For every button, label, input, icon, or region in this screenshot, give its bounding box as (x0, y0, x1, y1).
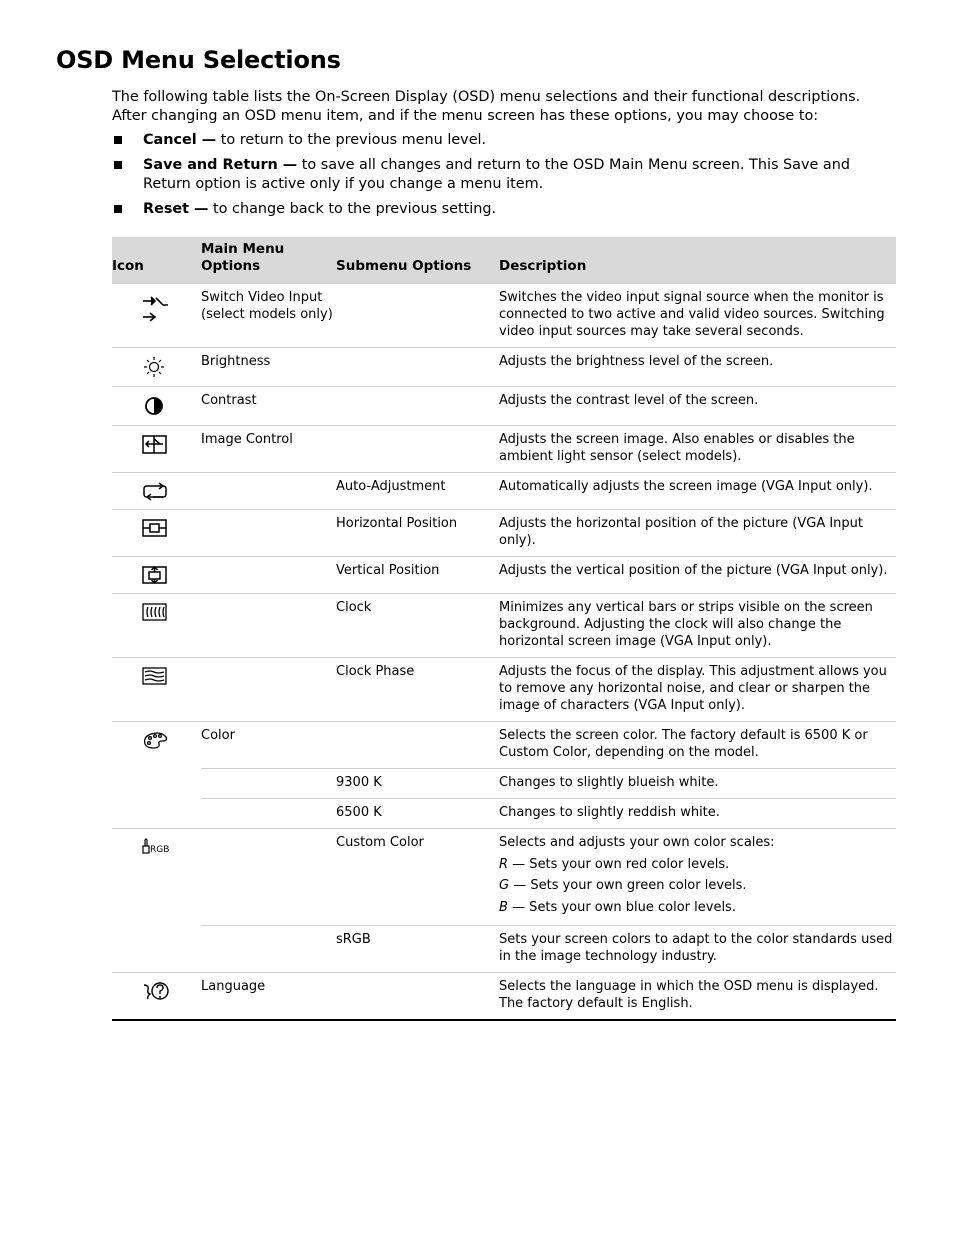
main-menu-cell (201, 829, 336, 926)
intro-paragraph: The following table lists the On-Screen Display (OSD) menu selections and their functional descriptions. After changing an OSD menu item, and if the menu screen has these options, you may choose to: (112, 89, 861, 124)
main-menu-cell: Switch Video Input (select models only) (201, 284, 336, 348)
header-description: Description (499, 237, 896, 284)
description-cell: Adjusts the screen image. Also enables or disables the ambient light sensor (select models). (499, 426, 896, 473)
main-menu-cell (201, 510, 336, 557)
description-cell: Selects the screen color. The factory default is 6500 K or Custom Color, depending on the model. (499, 722, 896, 769)
table-row (112, 799, 896, 829)
table-header-row (112, 237, 896, 284)
square-bullet-icon (114, 136, 122, 144)
clock-icon (141, 601, 169, 623)
submenu-cell: Horizontal Position (336, 510, 499, 557)
description-cell: Automatically adjusts the screen image (VGA Input only). (499, 473, 896, 510)
table-row (112, 829, 896, 926)
switch-input-icon (141, 291, 181, 325)
color-palette-icon (141, 729, 169, 751)
submenu-cell: Custom Color (336, 829, 499, 926)
main-menu-cell (201, 926, 336, 973)
table-row (112, 722, 896, 769)
table-row (112, 769, 896, 799)
list-item: Save and Return — to save all changes and return to the OSD Main Menu screen. This Save and Return option is active only if you change a menu item. (112, 156, 897, 194)
main-menu-cell (201, 473, 336, 510)
vertical-position-icon (141, 564, 169, 586)
custom-rgb-icon (141, 836, 171, 856)
list-item: Cancel — to return to the previous menu level. (112, 131, 897, 150)
main-menu-cell (201, 557, 336, 594)
options-list (112, 131, 897, 225)
table-row (112, 594, 896, 658)
page-title: OSD Menu Selections (56, 46, 341, 74)
description-cell: Sets your screen colors to adapt to the color standards used in the image technology industry. (499, 926, 896, 973)
submenu-cell (336, 973, 499, 1021)
header-main-menu: Main Menu Options (201, 237, 336, 284)
brightness-icon (141, 355, 167, 379)
main-menu-cell (201, 769, 336, 799)
horizontal-position-icon (141, 517, 169, 539)
submenu-cell (336, 348, 499, 387)
main-menu-cell: Image Control (201, 426, 336, 473)
image-control-icon (141, 433, 169, 457)
svg-text:RGB: RGB (150, 845, 170, 855)
list-item: Reset — to change back to the previous setting. (112, 200, 897, 219)
table-row (112, 284, 896, 348)
submenu-cell: sRGB (336, 926, 499, 973)
main-menu-cell (201, 594, 336, 658)
square-bullet-icon (114, 161, 122, 169)
main-menu-cell: Language (201, 973, 336, 1021)
submenu-cell (336, 387, 499, 426)
color-scale-b: B — Sets your own blue color levels. (499, 899, 736, 915)
description-cell: Selects and adjusts your own color scales: R — Sets your own red color levels. G — Sets your own green color levels. B — Sets your own blue color levels. (499, 829, 896, 926)
square-bullet-icon (114, 205, 122, 213)
auto-adjustment-icon (141, 480, 169, 502)
table-row (112, 510, 896, 557)
description-cell: Switches the video input signal source when the monitor is connected to two active and valid video sources. Switching video input sources may take several seconds. (499, 284, 896, 348)
submenu-cell: 6500 K (336, 799, 499, 829)
main-menu-cell: Color (201, 722, 336, 769)
submenu-cell (336, 284, 499, 348)
osd-menu-table (112, 237, 896, 1021)
table-row (112, 348, 896, 387)
submenu-cell: Clock Phase (336, 658, 499, 722)
main-menu-cell: Contrast (201, 387, 336, 426)
main-menu-cell (201, 658, 336, 722)
submenu-cell: Clock (336, 594, 499, 658)
header-submenu: Submenu Options (336, 237, 499, 284)
table-row (112, 426, 896, 473)
table-row (112, 973, 896, 1021)
table-row (112, 658, 896, 722)
color-scale-g: G — Sets your own green color levels. (499, 878, 747, 893)
submenu-cell: 9300 K (336, 769, 499, 799)
table-row (112, 387, 896, 426)
submenu-cell: Auto-Adjustment (336, 473, 499, 510)
table-row (112, 926, 896, 973)
main-menu-cell: Brightness (201, 348, 336, 387)
description-cell: Adjusts the vertical position of the picture (VGA Input only). (499, 557, 896, 594)
submenu-cell: Vertical Position (336, 557, 499, 594)
table-row (112, 473, 896, 510)
clock-phase-icon (141, 665, 169, 687)
description-cell: Minimizes any vertical bars or strips visible on the screen background. Adjusting the clock will also change the horizontal screen image (VGA Input only). (499, 594, 896, 658)
description-cell: Selects the language in which the OSD menu is displayed. The factory default is English. (499, 973, 896, 1021)
contrast-icon (141, 394, 167, 418)
submenu-cell (336, 426, 499, 473)
submenu-cell (336, 722, 499, 769)
language-icon (141, 980, 171, 1004)
description-cell: Adjusts the contrast level of the screen. (499, 387, 896, 426)
description-cell: Changes to slightly reddish white. (499, 799, 896, 829)
main-menu-cell (201, 799, 336, 829)
color-scale-r: R — Sets your own red color levels. (499, 856, 730, 872)
description-cell: Changes to slightly blueish white. (499, 769, 896, 799)
header-icon: Icon (112, 237, 201, 284)
table-row (112, 557, 896, 594)
description-cell: Adjusts the brightness level of the screen. (499, 348, 896, 387)
description-cell: Adjusts the focus of the display. This adjustment allows you to remove any horizontal noise, and clear or sharpen the image of characters (VGA Input only). (499, 658, 896, 722)
description-cell: Adjusts the horizontal position of the picture (VGA Input only). (499, 510, 896, 557)
